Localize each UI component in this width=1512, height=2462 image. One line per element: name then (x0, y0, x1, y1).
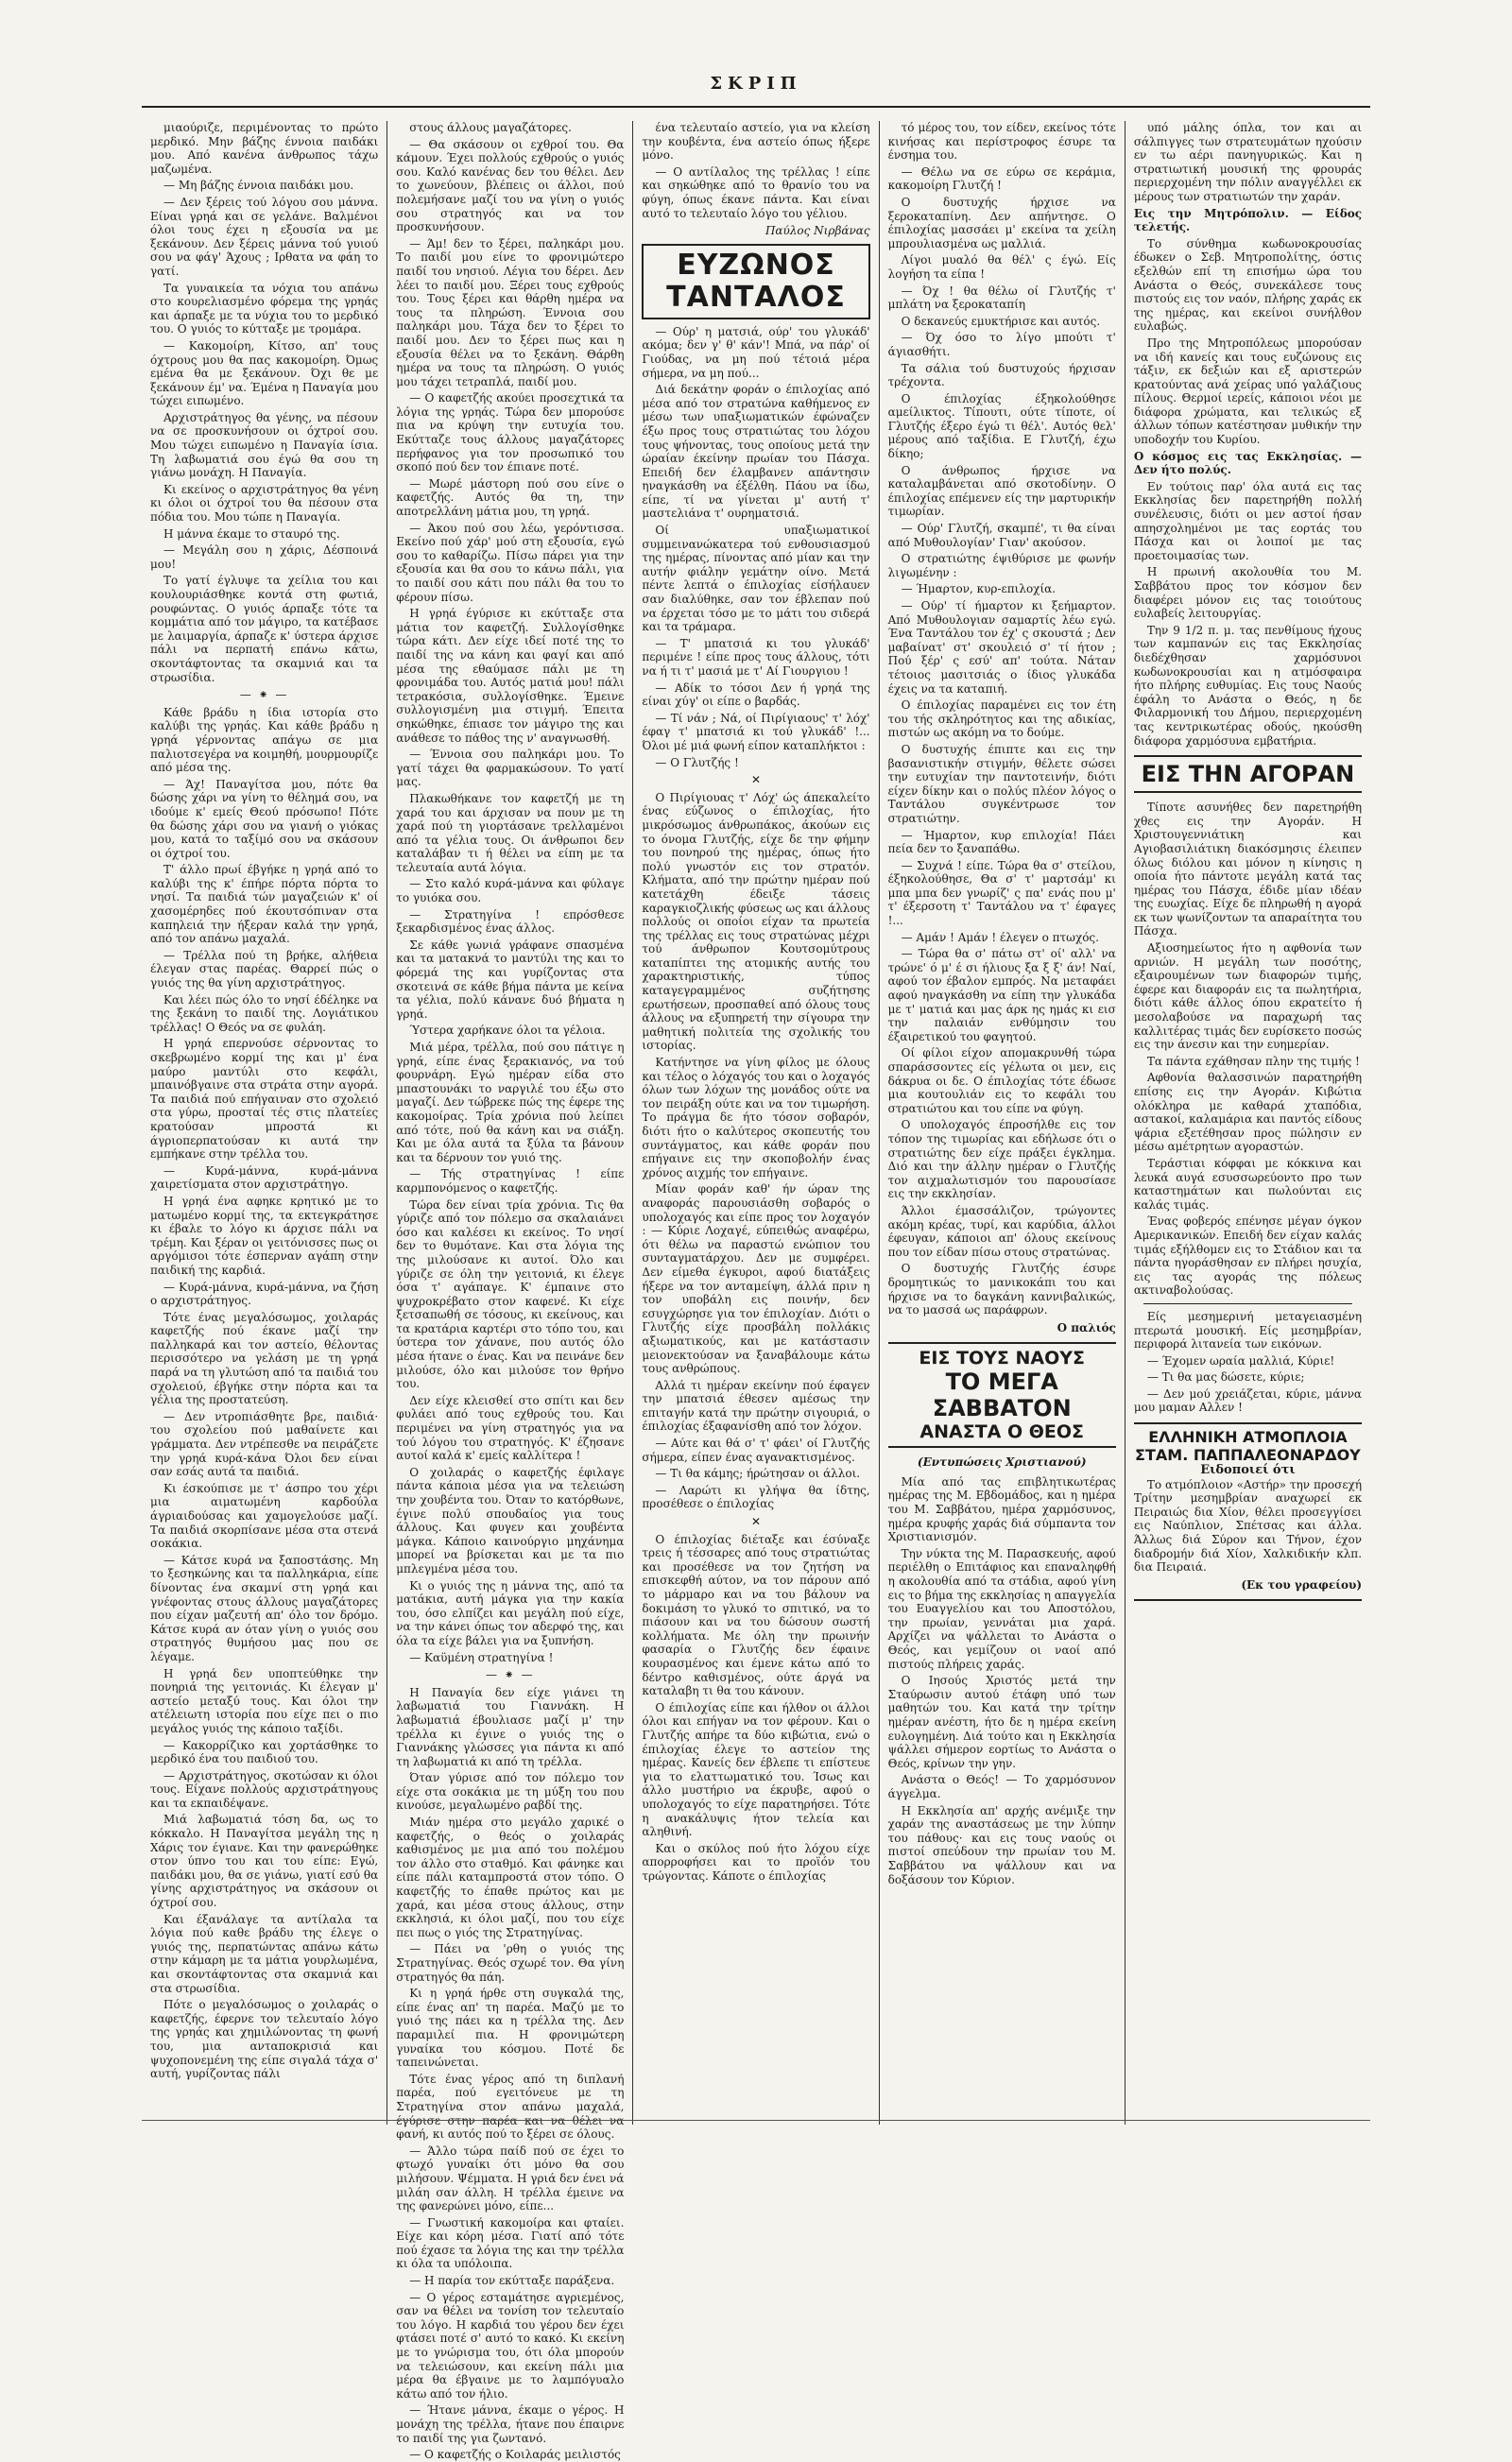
paragraph: Την 9 1/2 π. μ. τας πενθίμους ήχους των καμπανών εις τας Εκκλησίας διεδέχθησαν χαρμόσυνοι κωδωνοκρουσίαι και η ατμόσφαιρα ήτο πλήρης ευθυμίας. Εις τους Ναούς έφάλη το Ανάστα ο Θεός, η δε Φιλαρμονική του Δήμου, περιερχομένη τας κεντρικωτέρας οδούς, ηκούσθη διάφορα χαρμόσυνα εμβατήρια. (1133, 623, 1363, 748)
paragraph: — Συχνά ! είπε. Τώρα θα σ' στείλου, έξηκολούθησε, Θα σ' τ' μαρτσάμ' κι μπα μπα δεν γνωρίζ' ς πα' ενάς που μ' τ' έξερσοτη τ' Ταντάλου να τ' έφαγες !... (887, 858, 1116, 928)
paragraph: — Τί νάν ; Νά, οί Πιρίγιαους' τ' λόχ' έφαγ τ' μπατσιά κι τού γλυκάδ' !... Όλοι μέ μιά φωνή είπον καταπλήκτοι : (642, 711, 870, 752)
paragraph: Ο άνθρωπος ήρχισε να καταλαμβάνεται από σκοτοδίνην. Ο έπιλοχίας επέμενεν είς την μαρτυρικήν τιμωρίαν. (887, 463, 1116, 519)
paragraph: Οί φίλοι είχον απομακρυνθή τώρα σπαράσσοντες είς γέλωτα οι μεν, εις δάκρυα οι δε. Ο έπιλοχίας τότε έδωσε μια κουτουλιάν εις το κεφάλι του στρατιώτου και του είπε να φύγη. (887, 1046, 1116, 1115)
subhead-churches-crowd: Ο κόσμος εις τας Εκκλησίας. — Δεν ήτο πολύς. (1133, 449, 1363, 477)
section-header-churches (888, 1342, 1116, 1448)
paragraph: Ο δεκανεύς εμυκτήρισε και αυτός. (901, 314, 1101, 328)
paragraph: Ο χοιλαράς ο καφετζής έφιλαγε πάντα κάποια μέσα για να τελειώση την χουβέντα του. Όταν το κατόρθωνε, έγινε πολύ σπουδαίος για τους άλλους. Και φυγεν και χουβέντα μάγκα. Κάποιο καινούργιο μηχάνημα μπορεί να βρίσκεται και με τα πιο μπλεγμένα μέσα του. (396, 1465, 625, 1575)
section-title: ΤΟ ΜΕΓΑ ΣΑΒΒΑΤΟΝ (932, 1369, 1072, 1422)
paragraph: — Στρατηγίνα ! επρόσθεσε ξεκαρδισμένος ένας άλλος. (396, 907, 625, 936)
newspaper-title: ΣΚΡΙΠ (710, 74, 802, 94)
paragraph: Κατήντησε να γίνη φίλος με όλους και τέλος ο λόχαγός του και ο λοχαγός όλων των λόχων της μονάδος ούτε να τον πειράξη ούτε και να τον τιμωρήση. Το πράγμα δε ήτο τόσον σοβαρόν, διότι ήτο ο καλύτερος σκοπευτής του συντάγματος, και κάθε φοράν που επήγαινε εις την σκοποβολήν ένας χρόνος αιχμής τον επήγαινε. (642, 1056, 870, 1179)
paragraph: Κι ο γυιός της η μάννα της, από τα ματάκια, αυτή μάγκα για την κακία του, όσο ελπίζει και μεγάλη πού είχε, να την κάνει όπως τον αδερφό της, και όλα τα είχε βάλει για να ξυπνήση. (396, 1578, 625, 1647)
paragraph: — Ο καφετζής ακούει προσεχτικά τα λόγια της γρηάς. Τώρα δεν μπορούσε πια να κρύψη την ευτυχία του. Εκύτταζε τους άλλους μαγαζάτορες περήφανος για τον προσωπικό του σκοπό πού δεν τον έπιανε ποτέ. (396, 391, 625, 474)
paragraph: Τα πάντα εχάθησαν πλην της τιμής ! (1146, 1054, 1360, 1068)
paragraph: Ο έπιλοχίας διέταξε και έσύναξε τρεις ή τέσσαρες από τους στρατιώτας και προσέθεσε να τον ζητήση να επισκεφθή αύτον, να τον πάρουν από το μάρμαρο και να του βάλουν να δοκιμάση το γλυκό το σπιτικό, να το πιάσουν και να του δώσουν σωστή κολλήματα. Με όλη την πρωινήν φασαρία ο Γλυτζής δεν έφαινε κουρασμένος και έμενε κάτω από το δέντρο καθισμένος, ούτε άργά να καταλαβη τι θα του κάνουν. (642, 1532, 870, 1698)
column-3 (632, 121, 878, 2125)
paragraph: Κι εκείνος ο αρχιστράτηγος θα γένη κι όλοι οι όχτροί του θα πέσουν στα πόδια του. Μου τώπε η Παναγία. (150, 482, 379, 525)
paragraph: Πότε ο μεγαλόσωμος ο χοιλαράς ο καφετζής, έφερνε τον τελευταίο λόγο της γρηάς και χημιλώνοντας τη φωνή του, μια ανταποκρισιά και ψυχοπονεμένη της είπε σιγαλά τάχα σ' αυτή, γυρίζοντας πάλι (150, 1998, 379, 2081)
paragraph: Όταν γύρισε από τον πόλεμο τον είχε στα σοκάκια με τη μύξη του που κινούσε, μεγαλωμένο ραβδί της. (396, 1771, 625, 1813)
paragraph: Ο δυστυχής ήρχισε να ξεροκαταπίνη. Δεν απήντησε. Ο έπιλοχίας μασσάει μ' εκείνα τα χείλη μπρουλιασμένα ως μαλλιά. (887, 195, 1116, 250)
paragraph: Πλακωθήκανε τον καφετζή με τη χαρά του και άρχισαν να πουν με τη χαρά πού τη γιορτάσανε τρελλαμένοι από τα γέλια τους. Οι άνθρωποι δεν καταλάβαν τι ή θέλει να είπη με τα τελευταία αυτά λόγια. (396, 791, 625, 874)
metropolis-text (1134, 237, 1362, 447)
paragraph: Η μάννα έκαμε το σταυρό της. (163, 526, 340, 541)
paragraph: Διά δεκάτην φοράν ο έπιλοχίας από μέσα από τον στρατώνα καθήμενος εν μέσω των υπαξιωματικών έφώναζεν έξω προς τους στρατιώτας του λόχου τους ψήνοντας, τους οποίους μετά την ώραίαν έκείνην πρωίαν του Πάσχα. Επειδή δεν έλαμβανεν απάντησιν ηναγκάσθη να έξέλθη. Πάου να ίδω, είπε, τί να γίνεται μ' αυτή τ' μαστελιάνα τ' ουρηματσιά. (642, 383, 870, 521)
ad-title: ΕΛΛΗΝΙΚΗ ΑΤΜΟΠΛΟΙΑ (1148, 1428, 1348, 1447)
paragraph: ένα τελευταίο αστείο, για να κλείση την κουβέντα, ένα αστείο όπως ήξερε μόνο. (642, 121, 870, 163)
masthead (142, 57, 1370, 108)
paragraph: Κάθε βράδυ η ίδια ιστορία στο καλύβι της γρηάς. Και κάθε βράδυ η γρηά γέρνοντας απάγω σε μια παλιοτσεγέρα να κοιμηθή, μουρμουρίζε από μέσα της. (150, 705, 379, 775)
paragraph: — Όχ ! θα θέλω οί Γλυτζής τ' μπλάτη να ξεροκαταπίη (887, 284, 1116, 312)
paragraph: Τίποτε ασυνήθες δεν παρετηρήθη χθες εις την Αγοράν. Η Χριστουγεννιάτικη και Αγιοβασιλιάτικη διακόσμησις έλειπεν όλως διόλου και μόνον η κίνησις η οποία ήτο πάντοτε μεγάλη κατά τας ημέρας του Πάσχα, έδιδε μίαν ιδέαν της ευωχίας. Είχε δε πληρωθή η αγορά εκ των ψωνίζοντων τα απαραίτητα του Πάσχα. (1133, 801, 1363, 938)
paragraph: Είς μεσημερινή μεταγειασμένη πτερωτά μουσική. Είς μεσημβρίαν, περιφορά λιτανεία των εικόνων. (1133, 1309, 1363, 1352)
section-kicker: ΕΙΣ ΤΟΥΣ ΝΑΟΥΣ (919, 1348, 1086, 1369)
section-cross-mark: ✕ (750, 1515, 762, 1529)
author-signoff: Ο παλιός (1057, 1320, 1116, 1334)
paragraph: — Κακομοίρη, Κίτσο, απ' τους όχτρους μου θα πας κακομοίρη. Όμως εμένα θα με ξεκάνουν. Όχι θε με ξεκάνουν έμ' να. Έμένα η Παναγία μου τώχει ειπωμένο. (150, 338, 379, 408)
paragraph: — Ο αντίλαλος της τρέλλας ! είπε και σηκώθηκε από το θρανίο του να φύγη, όπως έκανε πάντα. Και είναι αυτό το τελευταίο λόγο του γέλιου. (642, 164, 870, 220)
paragraph: — Έχομεν ωραία μαλλιά, Κύριε! (1146, 1353, 1335, 1368)
column-2-text-continued (396, 1686, 624, 2462)
paragraph: — Όχ όσο το λίγο μπούτι τ' άγιασθήτι. (887, 331, 1116, 358)
author-byline: Παύλος Νιρβάνας (765, 224, 870, 238)
paragraph: — Τώρα θα σ' πάτω στ' οί' αλλ' να τρώνε' ό μ' έ σι ήλιους ξα ξ ξ' άν! Ναί, αφού τον έβαλον εμπρός. Να μεταφάει αφού ηναγκάσθη να είπη την γλυκάδα με τ' ματιά και μας άρκ ης ημάς κι εισ την παλαιάν ενθύμησιν του έξαιρετικού του φαγητού. (887, 947, 1116, 1043)
subhead-metropolis: Εις την Μητρόπολιν. — Είδος τελετής. (1133, 206, 1363, 234)
paragraph: Μία από τας επιβλητικωτέρας ημέρας της Μ. Εβδομάδος, και η ημέρα του Μ. Σαββάτου, ημέρα χαρμόσυνος, ημέρα κρυφής χαράς διά σύμπαντα τον Χριστιανισμόν. (887, 1474, 1116, 1544)
ad-body: Το ατμόπλοιον «Αστήρ» την προσεχή Τρίτην μεσημβρίαν αναχωρεί εκ Πειραιώς δια Χίον, θέλει προσεγγίσει εις Ναύπλιον, Σπέτσας και άλλα. Άλλως διά Σύρον και Τήνον, έχον διαδρομήν διά Χίον, Χαλκιδικήν κλπ. δια Πειραιά. (1133, 1477, 1363, 1575)
paragraph: Δεν είχε κλεισθεί στο σπίτι και δεν φυλάει από τους εχθρούς του. Και περιμένει να γίνη στρατηγός για να τού λόγου του στρατηγός. Κ' έζησανε αυτοί καλά κ' εμείς καλλίτερα ! (396, 1393, 625, 1463)
story-text (642, 325, 869, 769)
paragraph: — Αύτε και θά σ' τ' φάει' οί Γλυτζής σήμερα, είπεν ένας αγανακτισμένος. (642, 1437, 870, 1464)
divider (1143, 1303, 1352, 1304)
paragraph: Αλλά τι ημέραν εκείνην πού έφαγεν την μπατσιά έθεσεν αμέσως την επιταγήν κατά την πρώτην σιγουριά, ο έπιλοχίας έξαφανίσθη από τον λόχον. (642, 1378, 870, 1434)
page-footer-rule (142, 2120, 1370, 2121)
paragraph: — Ήμαρτον, κυρ επιλοχία! Πάει πεία δεν το ξαναπάθω. (887, 828, 1116, 856)
paragraph: Τότε ένας γέρος από τη διπλανή παρέα, πού εγειτόνευε με τη Στρατηγίνα στον απάνω μαχαλά, έγύρισε στην παρέα και να θέλει να φανή, κι αυτός πού το ξέρει σε όλους. (396, 2072, 625, 2142)
paragraph: Η Παναγία δεν είχε γιάνει τη λαβωματιά του Γιαννάκη. Η λαβωματιά έβουλιασε μαζί μ' την τρέλλα κι έγινε ο γυιός της ο Γιαννάκης γλώσσες για πάντα κι από τη λαβωματιά κι από τη τρέλλα. (396, 1685, 625, 1768)
paragraph: — Μωρέ μάστορη πού σου είνε ο καφετζής. Αυτός θα τη, την αποτρελλάνη μάτια μου, τη γρηά. (396, 476, 625, 519)
paragraph: Η Εκκλησία απ' αρχής ανέμιξε την χαράν της αναστάσεως με την λύπην του πάθους· και εις τους ναούς οι πιστοί σπεύδουν την πρωίαν του Μ. Σαββάτου να ψάλλουν και να δοξάσουν τον Κύριον. (887, 1803, 1116, 1886)
paragraph: — Λαρώτι κι γλήψα θα ίδτης, προσέθεσε ο έπιλοχίας (642, 1483, 870, 1511)
paragraph: Κι έσκούπισε με τ' άσπρο του χέρι μια αιματωμένη καρδούλα άγριαιδούσας και χαμογελούσε μαζί. Τα παιδιά σκορπίσανε μέσα στα στενά σοκάκια. (150, 1481, 379, 1551)
paragraph: Τα σάλια τού δυστυχούς ήρχισαν τρέχοντα. (887, 361, 1116, 389)
story-headline: ΕΥΖΩΝΟΣ ΤΑΝΤΑΛΟΣ (666, 248, 846, 314)
paragraph: Η γρηά έγύρισε κι εκύτταξε στα μάτια τον καφετζή. Συλλογίσθηκε τώρα κάτι. Δεν είχε ιδεί ποτέ της το παιδί της να κάνη και φαγί και από μέσα της εθαύμασε πάλι με τη φρονιμάδα του. Αυτός ματιά μου! πάλι τετρακόσια, συλλογίσθηκε. Έμεινε συλλογισμένη μια στιγμή. Έπειτα σηκώθηκε, έπιασε τον μάγιρο της και ανάθεσε το πάθος της ν' αναγνωσθή. (396, 607, 625, 745)
paragraph: — Η παρία τον εκύτταξε παράξενα. (409, 2274, 615, 2288)
paragraph: — Καϋμένη στρατηγίνα ! (409, 1650, 554, 1664)
paragraph: — Τι θα μας δώσετε, κύριε; (1146, 1370, 1305, 1385)
section-separator: — ⁕ — (239, 688, 289, 702)
paragraph: Ο στρατιώτης έψιθύρισε με φωνήν λιγωμένην : (887, 552, 1116, 579)
paragraph: Η πρωινή ακολουθία του Μ. Σαββάτου προς τον κόσμον δεν διαφέρει μόνον εις τας τοιούτους ευλαβείς λειτουργίας. (1133, 565, 1363, 621)
ad-credit: (Εκ του γραφείου) (1241, 1577, 1363, 1592)
paragraph: — Έννοια σου παληκάρι μου. Το γατί τάχει θα φαρμακώσουν. Το γατί μας. (396, 748, 625, 789)
paragraph: — Θα σκάσουν οι εχθροί του. Θα κάμουν. Έχει πολλούς εχθρούς ο γυιός σου. Καλό κανένας δεν του θέλει. Δεν το χωνεύουν, βλέπεις οι άλλοι, πού πολεμήσανε μαζί του να γίνη ο γυιός σου στρατηγός και να τον προσκυνήσουν. (396, 137, 625, 234)
churches-crowd-text (1134, 480, 1362, 748)
paragraph: — Αρχιστράτηγος, σκοτώσαν κι όλοι τους. Είχανε πολλούς αρχιστράτηγους και τα εκπαιδέψανε. (150, 1768, 379, 1810)
paragraph: — Τρέλλα πού τη βρήκε, αλήθεια έλεγαν στας παρέας. Θαρρεί πώς ο γυιός της θα γίνη αρχιστράτηγος. (150, 948, 379, 990)
column-5 (1125, 121, 1370, 2125)
ad-subtitle: Ειδοποιεί ότι (1200, 1463, 1296, 1478)
paragraph: Ο Ιησούς Χριστός μετά την Σταύρωσιν αυτού έτάφη υπό των μαθητών του. Και κατά την τρίτην ημέραν ανέστη, ήτο δε η ημέρα εκείνη ευλογημένη. Διά τούτο και η Εκκλησία ψάλλει σήμερον εορτίως το Ανάστα ο Θεός, κρίνων την γην. (887, 1674, 1116, 1770)
paragraph: υπό μάλης όπλα, τον και αι σάλπιγγες των στρατευμάτων ηχούσιν εν τω αέρι πανηγυρικώς. Και η στρατιωτική μουσική της φρουράς περιερχομένη την πόλιν αναγγέλλει εκ μέρους των στρατιωτών την χαράν. (1133, 121, 1363, 203)
paragraph: — Θέλω να σε εύρω σε κεράμια, κακομοίρη Γλυτζή ! (887, 164, 1116, 193)
paragraph: Ο δυστυχής Γλυτζής έσυρε δρομητικώς το μανικοκάπι του και ήρχισε να το δαγκάνη καννιβαλικώς, να το μασσά ως παράφρων. (887, 1262, 1116, 1317)
paragraph: Ο έπιλοχίας είπε και ήλθον οι άλλοι όλοι και επήγαν να τον φέρουν. Και ο Γλυτζής απήρε τα δύο κιβώτια, ενώ ο έπιλοχίας έλεγε το αστείον της ημέρας. Κανείς δεν έβλεπε τι επίστευε για το ελαττωματικό του. Ίσως και άλλο μυστήριο να έκρυβε, αφού ο υπολοχαγός το είχε παρατηρήσει. Τότε η ανακάλυψις ήτον τελεία και αληθινή. (642, 1700, 870, 1839)
paragraph: — Ο καφετζής ο Κοιλαράς μειλιστός (409, 2448, 621, 2462)
paragraph: Η γρηά δεν υποπτεύθηκε την πονηριά της γειτονιάς. Κι έλεγαν μ' αστείο μεταξύ τους. Και όλοι την ατέλειωτη ιστορία που είχε πει ο πιο μεγάλος γυιός της κάποιο ταξίδι. (150, 1666, 379, 1735)
paragraph: Ο έπιλοχίας παραμένει εις τον έτη του τής σκληρότητος και της αδικίας, πιστών ως ακόμη να το δούμε. (887, 698, 1116, 740)
paragraph: Ο Πιρίγιουας τ' Λόχ' ώς άπεκαλείτο ένας εύζωνος ο έπιλοχίας, ήτο μικρόσωμος άνθρωπάκος, άκούων εις το όνομα Γλυτζής, είχε δε την φήμην του πονηρού της ημέρας, όπως ήτο πολύ γνωστόν εις τον στρατόν. Κλήματα, από την πρώτην ημέραν πού κατετάχθη έδειξε τάσεις καραγκιοζλικής φύσεως ως και άλλους πολλούς οι οποίοι είχαν τα πρωτεία της τρέλλας εις τους στρατώνας μέχρι τού άνθρωπον Κουτσομύτρους καταπίπτει της ατομικής αυτής του χαρακτηριστικής, τύπος καταγεγραμμένος συζήτησης ερωτήσεων, προσπαθεί από όλους τους άλλους να εξυπηρετή την σίγουρα την μαθητική πολιτεία της σχολικής του ιστορίας. (642, 790, 870, 1053)
paragraph: — Μη βάζης έννοια παιδάκι μου. (163, 179, 354, 193)
column-2-text (396, 121, 624, 1664)
paragraph: — Άχ! Παναγίτσα μου, πότε θα δώσης χάρι να γίνη το θέλημά σου, να ιδούμε κ' εμείς Θεού πρόσωπο! Πότε θα δώσης χάρι σου να γιανή ο γιόκας μου, κατά το ταξίμό σου να σκάσουν οι όχτροί του. (150, 777, 379, 860)
paragraph: Μιά λαβωματιά τόση δα, ως το κόκκαλο. Η Παναγίτσα μεγάλη της η Χάρις τον έγιανε. Και την φανερώθηκε στον ύπνο του και του είπε: Εγώ, παιδάκι μου, θα σε γιάνω, γιατί εσύ θα γίνης αρχιστράτηγος να σκάσουν οι όχτροί σου. (150, 1813, 379, 1910)
churches-article-text (888, 1475, 1116, 1886)
paragraph: — Στο καλό κυρά-μάννα και φύλαγε το γυιόκα σου. (396, 877, 625, 905)
story-text-continued (642, 791, 869, 1511)
paragraph: — Ο γέρος εσταμάτησε αγριεμένος, σαν να θέλει να τονίση τον τελευταίο του λόγο. Η καρδιά του γέρου δεν έχει φτάσει ποτέ σ' αυτό το κακό. Κι εκείνη με το γνώρισμα του, ότι όλα μπορούν να τελειώσουν, και εκείνη πάλι μια μέρα θα έβγαινε με το λαμπόγυαλο κάτω από τον ήλιο. (396, 2290, 625, 2401)
paragraph: — Άλλο τώρα παίδ πού σε έχει το φτωχό γυναίκι ότι μόνο θα σου μιλήσουν. Ψέμματα. Η γριά δεν ένει νά μιλάη σαν άλλη. Η τρέλλα έμεινε να της φανερώνει μόνο, είπε... (396, 2143, 625, 2213)
paragraph: Εν τούτοις παρ' όλα αυτά εις τας Εκκλησίας δεν παρετηρήθη πολλή συνέλευσις, διότι οι μεν αστοί ήσαν απησχολημένοι με τας εορτάς του Πάσχα και οι λοιποί με τας προετοιμασίας των. (1133, 479, 1363, 562)
paragraph: Και έξανάλαγε τα αντίλαλα τα λόγια πού καθε βράδυ της έλεγε ο γυιός της, περπατώντας απάνω κάτω στην κάμαρη με τα μάτια γουρλωμένα, και σκοντάφτοντας στα σκαμνιά και στα στρωσίδια. (150, 1912, 379, 1995)
paragraph: τό μέρος του, τον είδεν, εκείνος τότε κινήσας και περίστροφος έσυρε τα ένσημα του. (887, 121, 1116, 163)
paragraph: Μίαν φοράν καθ' ήν ώραν της αναφοράς παρουσιάσθη σοβαρός ο υπολοχαγός και είπε προς τον λοχαγόν : — Κύριε Λοχαγέ, εύπειθώς αναφέρω, ότι θέλω να παραστώ ενώπιον του συνταγματάρχου. Δεν με συμφέρει. Δεν είμεθα έγκυροι, αφού διατάξεις ήξερε να τον ανταμείψη, άλλά πριν η τον υποβάλη εις ποινήν, δεν εσυγχώρησε για τον έπιλοχίαν. Διότι ο Γλυτζής είχε προσβάλη πολλάκις αξιωματικούς, και με κατάστασιν μειονεκτούσαν να ξαναβάλουμε κάτω τους ανθρώπους. (642, 1182, 870, 1376)
paragraph: Τ' άλλο πρωί έβγήκε η γρηά από το καλύβι της κ' έπήρε πόρτα πόρτα το νησί. Τα παιδιά τών μαγαζειών κ' οί χασομέρηδες πού έκουτσόπιναν στα καπηλειά την ήξεραν καλά την γρηά, από τον απάνω μαχαλά. (150, 863, 379, 946)
paragraph: — Δεν ξέρεις τού λόγου σου μάννα. Είναι γρηά και σε γελάνε. Βαλμένοι όλοι τους έχει η εξουσία να με ξεκάνουν. Δεν ξέρεις μάννα τού γυιού σου να φάγ' Άχους ; Ιρθατα να φάη το γατί. (150, 195, 379, 278)
paragraph: Το γατί έγλυψε τα χείλια του και κουλουριάσθηκε κοντά στη φωτιά, ρουφώντας. Ο γυιός άρπαξε τότε τα κομμάτια από τον μάγιρο, τα κατέβασε με λαιμαργία, άρπαζε κ' ύστερα άρχισε πάλι να περπατή επάνω κάτω, σκοντάφτοντας τα σκαμνιά και τα στρωσίδια. (150, 574, 379, 684)
paragraph: — Πάει να 'ρθη ο γυιός της Στρατηγίνας. Θεός σχωρέ τον. Θα γίνη στρατηγός θα πάη. (396, 1942, 625, 1984)
section-tagline: (Εντυπώσεις Χριστιανού) (917, 1455, 1087, 1470)
paragraph: μιαούριζε, περιμένοντας το πρώτο μερδικό. Μην βάζης έννοια παιδάκι μου. Από κανένα άνθρωπος τάχω μαζωμένα. (150, 121, 379, 176)
paragraph: Και λέει πώς όλο το νησί έδέληκε να της ξεκάνη το παιδί της. Λογιάτικου τρέλλας! Ο Θεός να σε φυλάη. (150, 992, 379, 1034)
paragraph: — Ήμαρτον, κυρ-επιλοχία. (901, 582, 1057, 596)
paragraph: Τότε ένας μεγαλόσωμος, χοιλαράς καφετζής πού έκανε μαζί την παλληκαρά και τον αστείο, θέλοντας περισσότερο να γελάση με τη γρηά παρά να τη γλυτώση από τα παιδιά του σχολειού, έβγήκε στην πόρτα και τα γέλια της προστατεύση. (150, 1310, 379, 1407)
paragraph: — Γνωστική κακομοίρα και φταίει. Είχε και κόρη μέσα. Γιατί από τότε πού έχασε τα λόγια της και την τρέλλα κι όλα τα υπόλοιπα. (396, 2215, 625, 2271)
paragraph: Άλλοι έμασσάλιζον, τρώγοντες ακόμη κρέας, τυρί, και καρύδια, άλλοι έφευγαν, κάποιοι απ' όλους εκείνους που τον είδαν πίσω στους στρατώνας. (887, 1203, 1116, 1259)
paragraph: Τώρα δεν είναι τρία χρόνια. Τις θα γύριζε από τον πόλεμο σα σκαλαιάνει όσο και καλέσει κι εκείνος. Το νησί δεν το θυμότανε. Και στα λόγια της της μιλούσανε κι αυτοί. Όλο και γύριζε σε όλη την γειτονιά, κι έλεγε όσα τ' αγάπαγε. Κ' έμπαινε στο ψυχροκρέβατο στον καφενέ. Κι είχε ξετσαπωθή σε τόσους, κι εκείνους, και τα κρατάρια καρτέρι στο τόπο του, και ύστερα τον χάνανε, που αυτός όλο μέσα ήτανε ο ένας. Και να πεινάνε δεν μιλούσε, όλο και μιλούσε τον θρήνο του. (396, 1197, 625, 1391)
paragraph: — Αμάν ! Αμάν ! έλεγεν ο πτωχός. (901, 930, 1099, 944)
paragraph: Προ της Μητροπόλεως μπορούσαν να ιδή κανείς και τους ευζώνους εις τάξιν, εκ δεξιών και εξ αριστερών κρατούντας ανά χείρας υπό γαλάζιους πίλους. Θερμοί ιερείς, κάποιοι νέοι με διάφορα χρώματα, και τελικώς εξ άλλων τόπων κατέστησαν μυθικήν την υποδοχήν του Κυρίου. (1133, 336, 1363, 447)
paragraph: Ένας φοβερός επένησε μέγαν όγκον Αμερικανικών. Επειδή δεν είχαν καλάς τιμάς εξήλθομεν εις το Στάδιον και τα πάντα ηγοράσθησαν εν πλήρει ησυχία, εις τας αγοράς της πόλεως ακτιναβολούσας. (1133, 1214, 1363, 1298)
paragraph: Η γρηά επερνούσε σέρνοντας το σκεβρωμένο κορμί της και μ' ένα μαύρο μαντύλι στο κεφάλι, μπαινόβγαινε στα στράτα στην αγορά. Τα παιδιά πού επήγαιναν στο σχολειό στα γύρω, προσταί τές στις πλατείες κρατούσαν μπροστά κι άγριοπερπατούσαν κι αυτά την εμπήκανε στην τρέλλα του. (150, 1037, 379, 1162)
paragraph: Την νύκτα της Μ. Παρασκευής, αφού περιέλθη ο Επιτάφιος και επαναληφθή η ακολουθία από τα στάδια, αφού γίνη εις το βήμα της εκκλησίας η απαγγελία του Ευαγγελίου και του Αποστόλου, την πρωίαν, γεννάται μια χαρά. Αρχίζει να ψάλλεται το Ανάστα ο Θεός, και γεμίζουν οι ναοί από πιστούς πλήρεις χαράς. (887, 1546, 1116, 1671)
story-headline-box (642, 244, 869, 319)
column-4-text (888, 121, 1116, 1317)
paragraph: — Δεν ντροπιάσθητε βρε, παιδιά· του σχολείου πού μαθαίνετε και γράμματα. Δεν ντρέπεσθε να πειράζετε την γρηά κυρά-κάνα Όλοι δεν είναι σαν εσάς αυτά τα παιδιά. (150, 1409, 379, 1479)
column-5-text (1134, 121, 1362, 204)
paragraph: — Ούρ' τί ήμαρτον κι ξεήμαρτον. Από Μυθουλογιαν σαμαρτίς λέω εγώ. Ένα Ταντάλου τον έχ' ς σκουστά ; Δεν μαβαίνατ' στ' σκουλειό σ' τί ήτον ; Πού ξέρ' ς εσύ' απ' τούτα. Νάταν τέτοιος μασιτσιάς ο ίδιος γλυκάδα έχεις να τα καταπιή. (887, 599, 1116, 696)
paragraph: Η γρηά ένα αφηκε κρητικό με το ματωμένο κορμί της, τα εκτεγκράτησε κι έβαλε το λόγο κι άρχισε πάλι να τρέμη. Και ξέραν οι γειτόνισσες πως οι αργόμισοι τότε έσπερναν αγάπη στην παιδική της καρδιά. (150, 1194, 379, 1277)
paragraph: Ο δυστυχής έπιπτε και εις την βασανιστικήν στιγμήν, θέλετε σώσει την ευτυχίαν την παντοτεινήν, διότι είχεν δίκην και ο πολύς πλέον λόγος ο Ταντάλου συγκέντρωσε τον στρατιώτην. (887, 742, 1116, 825)
paragraph: Ύστερα χαρήκανε όλοι τα γέλοια. (409, 1024, 606, 1038)
paragraph: Μιάν ημέρα στο μεγάλο χαρικέ ο καφετζής, ο θεός ο χοιλαράς καθισμένος με μια από του πολέμου τον άλλο στο σταθμό. Και φάνηκε και είπε πάλι καταμπροστά στον τόπο. Ο καφετζής το έπαθε πρώτος και με χαρά, και μέσα στους άλλους, στην εκκλησιά, κι όλοι μαζί, που του είχε πει πως ο γιός της Στρατηγίνας. (396, 1816, 625, 1939)
column-4 (879, 121, 1125, 2125)
paragraph: Ανάστα ο Θεός! — Το χαρμόσυνον άγγελμα. (887, 1773, 1116, 1800)
paragraph: — Κάτσε κυρά να ξαποστάσης. Μη το ξεσηκώνης και τα παλληκάρια, είπε δίνοντας ένα σκαμνί στη γρηά και γνέφοντας στους άλλους μαγαζάτορες που είχαν μαζευτή απ' όλο τον δρόμο. Κάτσε κυρά αν όταν γίνη ο γυιός σου στρατηγός θυμήσου μας που σε λέγαμε. (150, 1553, 379, 1663)
column-1 (142, 121, 387, 2125)
advertisement (1134, 1422, 1362, 1601)
section-subtitle: ΑΝΑΣΤΑ Ο ΘΕΟΣ (919, 1421, 1085, 1443)
market-text (1134, 801, 1362, 1298)
column-1-text (150, 121, 378, 684)
paragraph: — Ούρ' η ματσιά, ούρ' του γλυκάδ' ακόμα; δεν γ' θ' κάν'! Μπά, να πάρ' οί Γιούδας, να μη πού τέτοιά μέρα σήμερα, να μη πού... (642, 324, 870, 380)
paragraph: Οί υπαξιωματικοί συμμεινανώκατερα τού ενθουσιασμού της ημέρας, πίνοντας από μίαν και την αυτήν φιάλην γεμάτην οίνο. Μετά πέντε λεπτά ο έπιλοχίας είσήλαυεν σαν διαλύθηκε, σαν τον έβλεπαν πού να έρχεται τόσο με το μάτι του σιδερά και τα τράμαρα. (642, 524, 870, 634)
paragraph: Μιά μέρα, τρέλλα, πού σου πάτιγε η γρηά, είπε ένας ξερακιανός, να τού φουρνάρη. Εγώ ημέραν είδα στο μπαστουνάκι το ναργιλέ του έξω στο μαγαζί. Δεν τώβρεκε πώς της έφερε της κακομοίρας. Τρία χρόνια πού λείπει από τότε, πού θα κάνη και να σιάξη. Και με όλα αυτά τα ξύλα τα βάνουν και τα δέρνουν τον γυιό της. (396, 1041, 625, 1164)
section-cross-mark: ✕ (750, 773, 762, 787)
paragraph: Ο υπολοχαγός έπροσήλθε εις τον τόπον της τιμωρίας και εδήλωσε ότι ο στρατιώτης δεν είχε πράξει έγκλημα. Διό και την άλλην ημέραν ο Γλυτζής τον αιχμαλωτισμόν του παρουσίασε εις την εκκλησίαν. (887, 1118, 1116, 1201)
market-title: ΕΙΣ ΤΗΝ ΑΓΟΡΑΝ (1141, 761, 1355, 788)
paragraph: — Αδίκ το τόσοι Δεν ή γρηά της είναι χύγ' οι είπε ο βαρδάς. (642, 680, 870, 709)
paragraph: στους άλλους μαγαζάτορες. (409, 121, 572, 134)
paragraph: Και ο σκύλος πού ήτο λόχου είχε απορροφήσει και το προϊόν του τρώγοντας. Κάποτε ο έπιλοχίας (642, 1841, 870, 1883)
paragraph: — Άμ! δεν το ξέρει, παληκάρι μου. Το παιδί μου είνε το φρονιμώτερο παιδί του νησιού. Λέγια του δέρει. Δεν λέει το παιδί μου. Ξέρει τους εχθρούς του. Τους ξέρει και θάρθη ημέρα να τους τα πληρώση. Έννοια σου παληκάρι μου. Τάχα δεν το ξέρει το παιδί μου. Δεν το ξέρει πως και η εξουσία θέλει να το ξεκάνη. Θάρθη ημέρα να τους τα πληρώση. Ο γυιός μου τάχει τετραπλά, παιδί μου. (396, 236, 625, 388)
paragraph: — Κακορρίζικο και χορτάσθηκε το μερδικό ένα του παιδιού του. (150, 1738, 379, 1766)
story-text-end (642, 1533, 869, 1884)
paragraph: Ο έπιλοχίας έξηκολούθησε αμείλικτος. Τίπουτι, ούτε τίποτε, οί Γλυτζής έξερο έγώ τι θέλ'. Αυτός θελ' μέρους από ταξίδια. Ε Γλυτζή, έχω δίκηο; (887, 391, 1116, 461)
column-2 (387, 121, 632, 2462)
paragraph: — Άκου πού σου λέω, γερόντισσα. Εκείνο πού χάρ' μού στη εξουσία, εγώ σου το καθαρίζω. Πίσω πάρει για την εξουσία και θα σου το κάνω πάλι, για το παιδί σου κάτι που πάλι θα του το φέρουν πίσω. (396, 521, 625, 604)
paragraph: Κι η γρηά ήρθε στη συγκαλά της, είπε ένας απ' τη παρέα. Μαζύ με το γυιό της πάει κα η τρέλλα της. Δεν παραμιλεί πια. Η φρονιμώτερη γυναίκα του κόσμου. Ποτέ δε ταπεινώνεται. (396, 1987, 625, 2070)
paragraph: — Μεγάλη σου η χάρις, Δέσποινά μου! (150, 543, 379, 571)
paragraph: — Ούρ' Γλυτζή, σκαμπέ', τι θα είναι από Μυθουλογίαν' Γιαν' ακούσον. (887, 522, 1116, 549)
paragraph: Τεράστιαι κόφφαι με κόκκινα και λευκά αυγά εσυσσωρεύοντο προ των καταστημάτων και πωλούνται εις καλάς τιμάς. (1133, 1156, 1363, 1212)
section-header-market (1134, 755, 1362, 793)
paragraph: Αφθονία θαλασσινών παρατηρήθη επίσης εις την Αγοράν. Κιβώτια ολόκληρα με καθαρά χταπόδια, αστακοί, καλαμάρια και παντός είδους ψάρια εξετέθησαν προς πώλησιν εν μέσω αμέτρητων αγοραστών. (1133, 1071, 1363, 1154)
columns (142, 121, 1370, 2462)
paragraph: — Δεν μού χρειάζεται, κύριε, μάννα μου μαμαν Αλλεν ! (1133, 1386, 1363, 1415)
paragraph: — Κυρά-μάννα, κυρά-μάννα χαιρετίσματα στον αρχιστράτηγο. (150, 1163, 379, 1192)
paragraph: — Ήτανε μάννα, έκαμε ο γέρος. Η μονάχη της τρέλλα, ήτανε που έπαιρνε το παιδί της για ζωντανό. (396, 2403, 625, 2445)
section-separator: — ⁕ — (485, 1668, 535, 1682)
paragraph: — Τής στρατηγίνας ! είπε καρμπονόμενος ο καφετζής. (396, 1167, 625, 1195)
paragraph: — Ο Γλυτζής ! (655, 755, 739, 769)
paragraph: Τα γυναικεία τα νόχια του απάνω στο κουρελιασμένο φόρεμα της γρηάς και άρπαξε με τα νύχια του το μερδικό του. Ο γυιός το κύτταξε με τρομάρα. (150, 281, 379, 336)
ad-company: ΣΤΑΜ. ΠΑΠΠΑΛΕΟΝΑΡΔΟΥ (1135, 1446, 1361, 1465)
paragraph: Λίγοι μυαλό θα θέλ' ς έγώ. Είς λογήση τα είπα ! (887, 253, 1116, 281)
column-3-text (642, 121, 869, 220)
paragraph: — Τι θα κάμης; ήρώτησαν οι άλλοι. (655, 1467, 861, 1481)
paragraph: Αρχιστράτηγος θα γένης, να πέσουν να σε προσκυνήσουν οι όχτροί σου. Μου τώχει ειπωμένο η Παναγία ίσια. Τη λαβωματιά σου έγώ θα σου τη γιάνω μονάχη. Η Παναγία. (150, 410, 379, 480)
column-1-text-continued (150, 706, 378, 2081)
paragraph: Αξιοσημείωτος ήτο η αφθονία των αρνιών. Η μεγάλη των ποσότης, εξαιρουμένων των διαφορών τιμής, έφερε και διαφοράν εις τα πωλητήρια, διότι κάθε άλλος όπου εκρατείτο ή μεσολαβούσε να παραχωρή τας καλλιτέρας τιμάς δεν ευρίσκετο ποσώς εις την άνεσιν και την ευημερίαν. (1133, 941, 1363, 1052)
short-notes (1134, 1310, 1362, 1415)
paragraph: — Κυρά-μάννα, κυρά-μάννα, να ζήση ο αρχιστράτηγος. (150, 1280, 379, 1308)
paragraph: — Τ' μπατσιά κι του γλυκάδ' περιμένε ! είπε προς τους άλλους, τότι να ή τι τ' μασιά με τ' Αί Γιουργιου ! (642, 636, 870, 678)
paragraph: Σε κάθε γωνιά γράφανε σπασμένα και τα ματακνά το μαντύλι της και το φόρεμά της και γυρίζοντας στα σκοτεινά σε κάθε βήμα πάντα με κείνα τα γέλια, πολύ κάνανε δυό βήματα η γρηά. (396, 938, 625, 1021)
paragraph: Το σύνθημα κωδωνοκρουσίας έδωκεν ο Σεβ. Μητροπολίτης, όστις εξελθών επί τη επισήμω ώρα του Ανάστα ο Θεός, συνεκάλεσε τους πιστούς εις τον ναόν, πλήρης χαράς εκ της ημέρας, και εκείνοι συνήλθον ευλαβώς. (1133, 236, 1363, 334)
